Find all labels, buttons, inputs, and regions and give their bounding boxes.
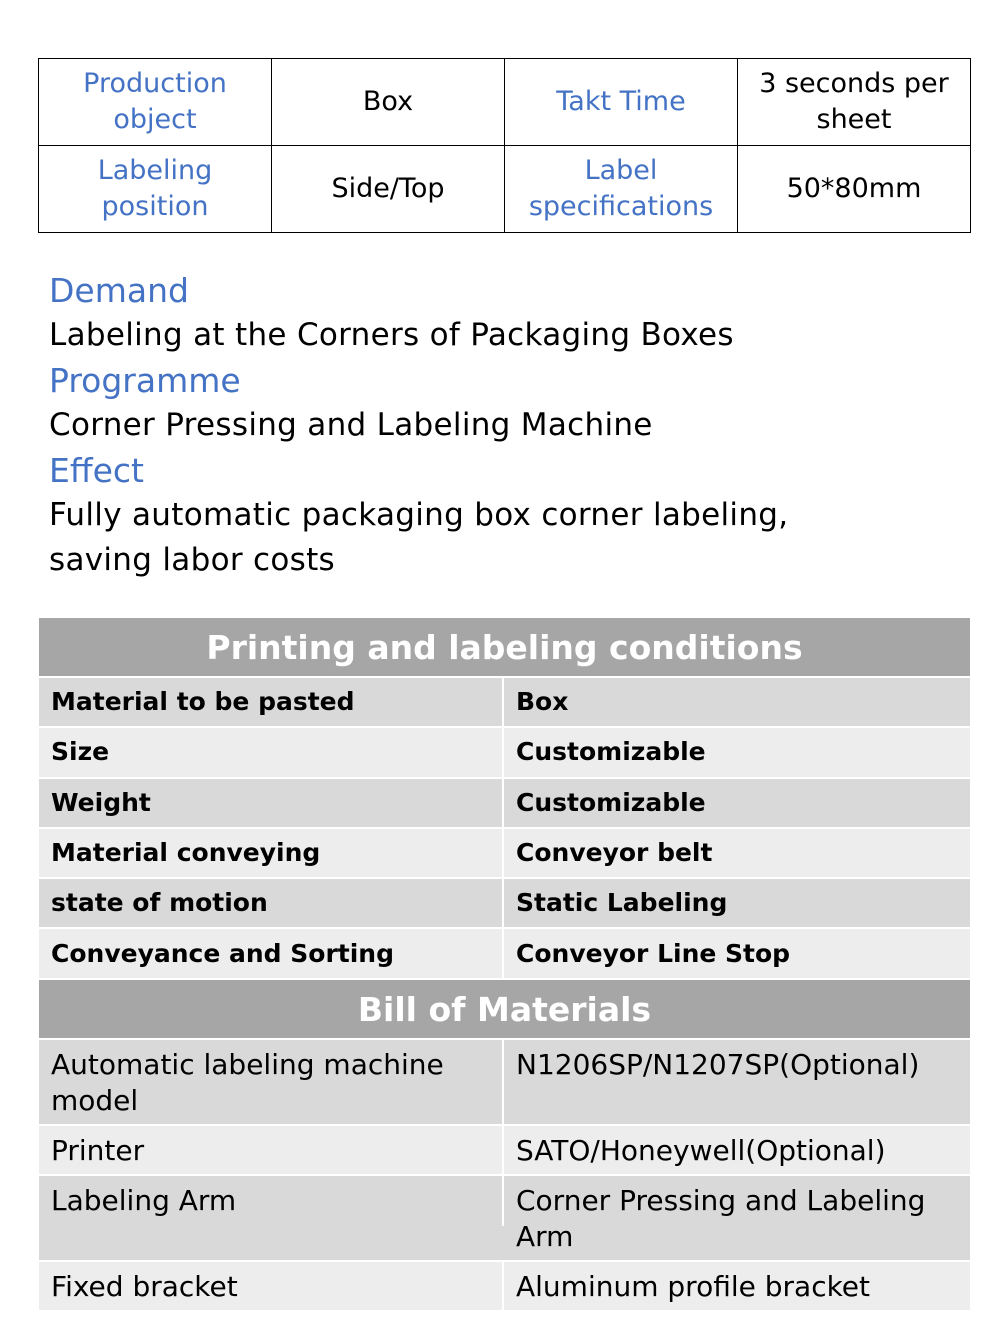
condition-label: Material conveying — [39, 828, 504, 878]
labeling-position-label: Labeling position — [39, 146, 272, 233]
info-row — [39, 59, 971, 146]
bom-label: Labeling Arm — [39, 1176, 504, 1226]
table-row — [39, 1126, 970, 1176]
table-row — [39, 829, 970, 879]
table-row — [39, 1040, 970, 1126]
bom-value: Aluminum profile bracket — [516, 1269, 871, 1303]
programme-heading: Programme — [49, 361, 241, 400]
condition-label: Material to be pasted — [39, 677, 504, 727]
bom-label: Printer — [39, 1126, 504, 1176]
table-row — [39, 929, 970, 979]
programme-text: Corner Pressing and Labeling Machine — [49, 407, 653, 443]
bom-value: SATO/Honeywell(Optional) — [516, 1133, 886, 1167]
condition-label: Conveyance and Sorting — [39, 929, 504, 979]
condition-value: Box — [516, 687, 569, 717]
label-specifications-value: 50*80mm — [738, 146, 971, 233]
effect-heading: Effect — [49, 451, 144, 490]
conditions-title: Printing and labeling conditions — [39, 618, 970, 678]
bom-value: Corner Pressing and Labeling Arm — [516, 1183, 926, 1253]
condition-label: Weight — [39, 778, 504, 828]
bom-label: Automatic labeling machine model — [39, 1040, 504, 1126]
bom-title: Bill of Materials — [39, 980, 970, 1040]
table-row — [39, 1176, 970, 1262]
label-specifications-label: Label specifications — [505, 146, 738, 233]
info-table — [38, 58, 971, 233]
condition-value: Static Labeling — [516, 888, 728, 918]
condition-value: Conveyor belt — [516, 838, 713, 868]
takt-time-value: 3 seconds per sheet — [738, 59, 971, 146]
table-row — [39, 728, 970, 778]
table-row — [39, 678, 970, 728]
bom-label: Fixed bracket — [39, 1262, 504, 1312]
takt-time-label: Takt Time — [505, 59, 738, 146]
description-section — [49, 268, 969, 583]
labeling-position-value: Side/Top — [272, 146, 505, 233]
condition-value: Conveyor Line Stop — [516, 938, 791, 968]
condition-label: state of motion — [39, 878, 504, 928]
condition-label: Size — [39, 727, 504, 777]
info-row — [39, 146, 971, 233]
demand-heading: Demand — [49, 271, 189, 310]
effect-text: Fully automatic packaging box corner labeling, saving labor costs — [49, 497, 789, 578]
condition-value: Customizable — [516, 787, 706, 817]
table-row — [39, 879, 970, 929]
condition-value: Customizable — [516, 737, 706, 767]
bom-table — [39, 1040, 970, 1312]
spec-table — [39, 618, 970, 1312]
table-row — [39, 779, 970, 829]
production-object-value: Box — [272, 59, 505, 146]
bom-value: N1206SP/N1207SP(Optional) — [516, 1047, 920, 1081]
conditions-table — [39, 678, 970, 980]
production-object-label: Production object — [39, 59, 272, 146]
demand-text: Labeling at the Corners of Packaging Boxes — [49, 317, 734, 353]
table-row — [39, 1262, 970, 1312]
